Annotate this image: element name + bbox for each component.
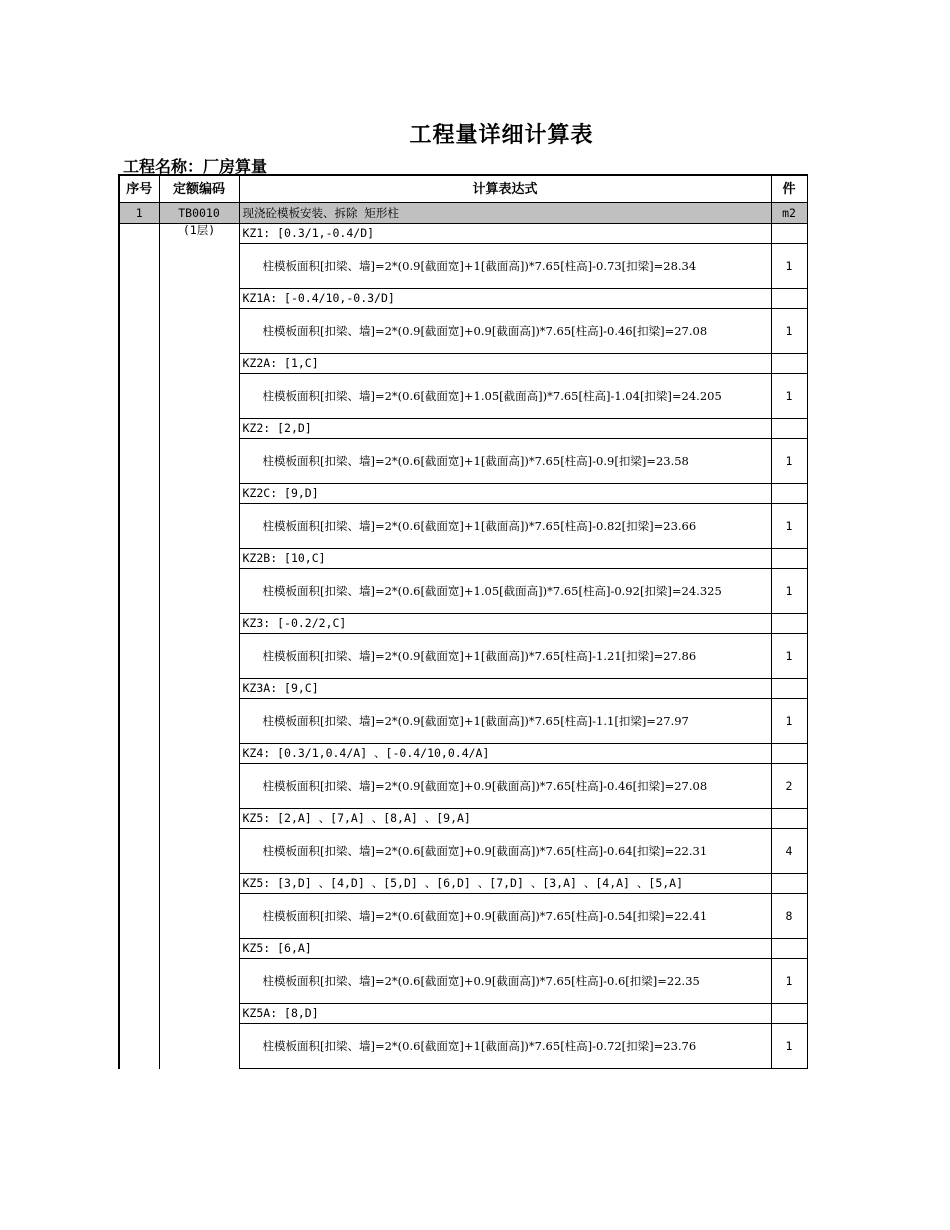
formula-text: 柱模板面积[扣梁、墙]=2*(0.9[截面宽]+1[截面高])*7.65[柱高]-1.1[扣梁]=27.97 — [239, 699, 771, 744]
location-count-blank — [771, 289, 807, 309]
formula-count: 1 — [771, 959, 807, 1004]
formula-count: 1 — [771, 244, 807, 289]
item-seq: 1 — [119, 203, 159, 224]
formula-count: 1 — [771, 634, 807, 679]
table-body — [119, 203, 807, 1069]
formula-text: 柱模板面积[扣梁、墙]=2*(0.9[截面宽]+1[截面高])*7.65[柱高]-1.21[扣梁]=27.86 — [239, 634, 771, 679]
location-text: KZ5: [2,A] 、[7,A] 、[8,A] 、[9,A] — [239, 809, 771, 829]
location-count-blank — [771, 484, 807, 504]
item-unit: m2 — [771, 203, 807, 224]
location-text: KZ3A: [9,C] — [239, 679, 771, 699]
formula-text: 柱模板面积[扣梁、墙]=2*(0.9[截面宽]+0.9[截面高])*7.65[柱高]-0.46[扣梁]=27.08 — [239, 309, 771, 354]
location-count-blank — [771, 224, 807, 244]
formula-count: 1 — [771, 309, 807, 354]
location-text: KZ2: [2,D] — [239, 419, 771, 439]
project-name: 工程名称：厂房算量 — [123, 157, 268, 176]
table-header-row — [119, 175, 807, 203]
formula-count: 2 — [771, 764, 807, 809]
seq-blank-cell — [119, 224, 159, 1069]
location-text: KZ5: [3,D] 、[4,D] 、[5,D] 、[6,D] 、[7,D] 、[3,A] 、[4,A] 、[5,A] — [239, 874, 771, 894]
formula-text: 柱模板面积[扣梁、墙]=2*(0.6[截面宽]+1[截面高])*7.65[柱高]-0.9[扣梁]=23.58 — [239, 439, 771, 484]
item-row — [119, 203, 807, 224]
sheet-title: 工程量详细计算表 — [409, 122, 594, 148]
header-unit: 件 — [771, 175, 807, 203]
location-count-blank — [771, 874, 807, 894]
location-text: KZ1A: [-0.4/10,-0.3/D] — [239, 289, 771, 309]
location-text: KZ5A: [8,D] — [239, 1004, 771, 1024]
formula-text: 柱模板面积[扣梁、墙]=2*(0.9[截面宽]+1[截面高])*7.65[柱高]-0.73[扣梁]=28.34 — [239, 244, 771, 289]
location-text: KZ2A: [1,C] — [239, 354, 771, 374]
location-count-blank — [771, 939, 807, 959]
formula-text: 柱模板面积[扣梁、墙]=2*(0.6[截面宽]+1.05[截面高])*7.65[柱高]-1.04[扣梁]=24.205 — [239, 374, 771, 419]
location-row — [119, 224, 807, 244]
location-count-blank — [771, 549, 807, 569]
location-text: KZ4: [0.3/1,0.4/A] 、[-0.4/10,0.4/A] — [239, 744, 771, 764]
formula-count: 1 — [771, 439, 807, 484]
location-text: KZ2C: [9,D] — [239, 484, 771, 504]
location-count-blank — [771, 354, 807, 374]
formula-count: 8 — [771, 894, 807, 939]
location-text: KZ1: [0.3/1,-0.4/D] — [239, 224, 771, 244]
location-count-blank — [771, 679, 807, 699]
calculation-table — [118, 174, 808, 1069]
location-count-blank — [771, 1004, 807, 1024]
formula-count: 1 — [771, 569, 807, 614]
location-text: KZ2B: [10,C] — [239, 549, 771, 569]
location-count-blank — [771, 614, 807, 634]
location-count-blank — [771, 419, 807, 439]
header-seq: 序号 — [119, 175, 159, 203]
header-expression: 计算表达式 — [239, 175, 771, 203]
item-name: 现浇砼模板安装、拆除 矩形柱 — [239, 203, 771, 224]
formula-count: 4 — [771, 829, 807, 874]
formula-text: 柱模板面积[扣梁、墙]=2*(0.6[截面宽]+0.9[截面高])*7.65[柱高]-0.54[扣梁]=22.41 — [239, 894, 771, 939]
header-code: 定额编码 — [159, 175, 239, 203]
formula-text: 柱模板面积[扣梁、墙]=2*(0.9[截面宽]+0.9[截面高])*7.65[柱高]-0.46[扣梁]=27.08 — [239, 764, 771, 809]
formula-text: 柱模板面积[扣梁、墙]=2*(0.6[截面宽]+1[截面高])*7.65[柱高]-0.72[扣梁]=23.76 — [239, 1024, 771, 1069]
location-text: KZ3: [-0.2/2,C] — [239, 614, 771, 634]
formula-text: 柱模板面积[扣梁、墙]=2*(0.6[截面宽]+0.9[截面高])*7.65[柱高]-0.64[扣梁]=22.31 — [239, 829, 771, 874]
formula-count: 1 — [771, 504, 807, 549]
formula-count: 1 — [771, 374, 807, 419]
formula-text: 柱模板面积[扣梁、墙]=2*(0.6[截面宽]+0.9[截面高])*7.65[柱高]-0.6[扣梁]=22.35 — [239, 959, 771, 1004]
location-count-blank — [771, 809, 807, 829]
formula-text: 柱模板面积[扣梁、墙]=2*(0.6[截面宽]+1.05[截面高])*7.65[柱高]-0.92[扣梁]=24.325 — [239, 569, 771, 614]
formula-text: 柱模板面积[扣梁、墙]=2*(0.6[截面宽]+1[截面高])*7.65[柱高]-0.82[扣梁]=23.66 — [239, 504, 771, 549]
item-code: TB0010 — [159, 203, 239, 224]
floor-label: (1层) — [159, 224, 239, 1069]
formula-count: 1 — [771, 699, 807, 744]
formula-count: 1 — [771, 1024, 807, 1069]
location-count-blank — [771, 744, 807, 764]
location-text: KZ5: [6,A] — [239, 939, 771, 959]
